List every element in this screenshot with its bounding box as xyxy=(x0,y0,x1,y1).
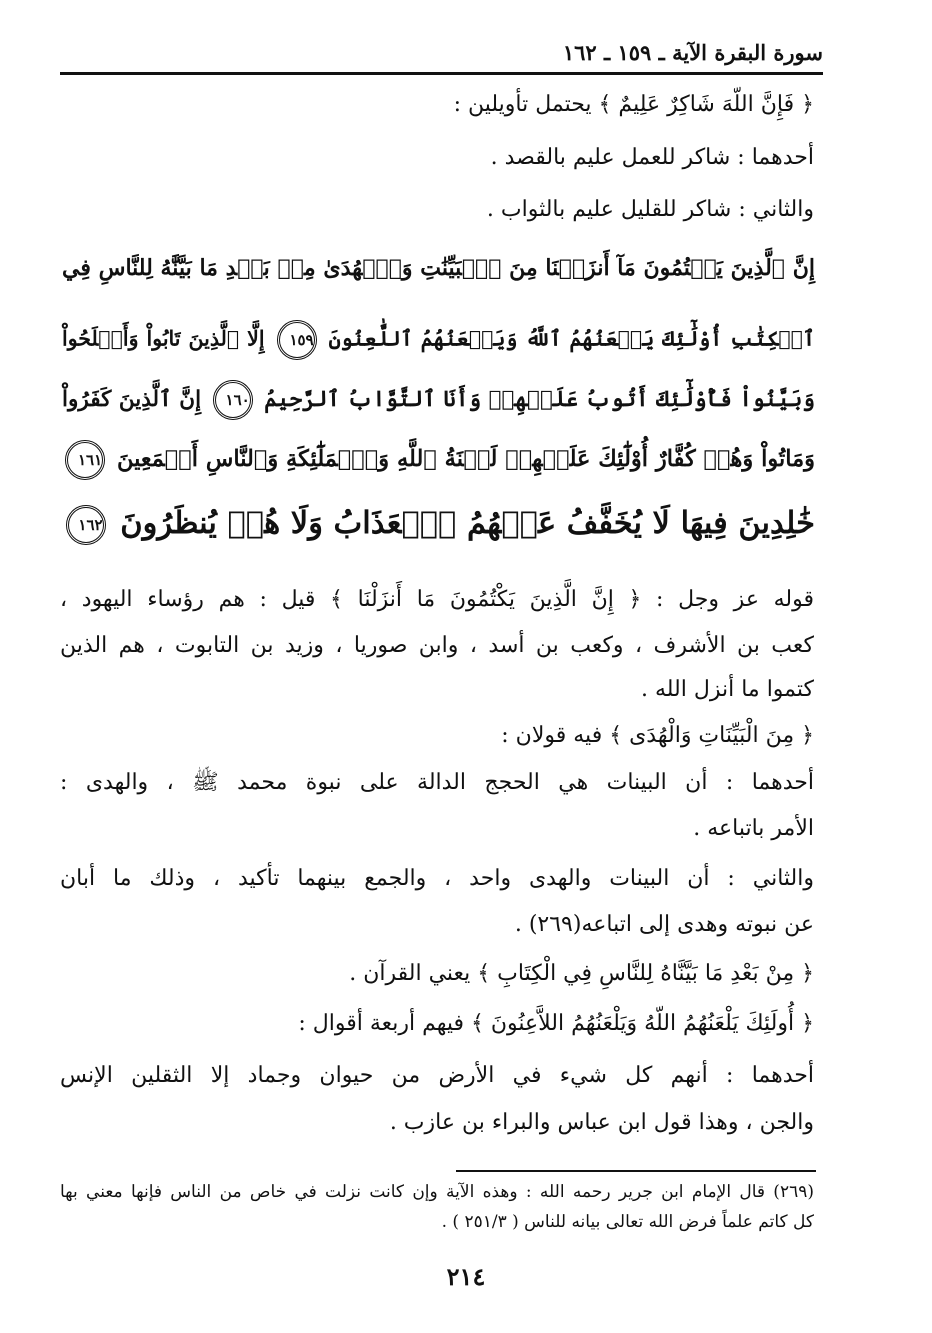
ayah-number-marker: ١٦١ xyxy=(65,440,105,480)
commentary-line-11: أحدهما : أنهم كل شيء في الأرض من حيوان وجماد إلا الثقلين الإنس xyxy=(60,1063,814,1088)
footnote-divider xyxy=(456,1170,816,1172)
intro-line-3: والثاني : شاكر للقليل عليم بالثواب . xyxy=(486,197,814,222)
quran-verse-text: وَمَاتُواْ وَهُمۡ كُفَّارٌ أُوْلَٰٓئِكَ عَلَيۡهِمۡ لَعۡنَةُ ٱللَّهِ وَٱلۡمَلَٰٓئِكَةِ وَٱلنَّاسِ أَجۡمَعِينَ xyxy=(117,446,815,472)
commentary-line-5: أحدهما : أن البينات هي الحجج الدالة على نبوة محمد ﷺ ، والهدى : xyxy=(60,770,814,795)
commentary-line-8: عن نبوته وهدى إلى اتباعه(٢٦٩) . xyxy=(514,912,814,937)
ayah-number-marker: ١٦٠ xyxy=(213,380,253,420)
page-number: ٢١٤ xyxy=(446,1262,486,1291)
commentary-line-3: كتموا ما أنزل الله . xyxy=(640,677,814,702)
commentary-line-6: الأمر باتباعه . xyxy=(693,816,814,841)
page-header xyxy=(60,38,823,75)
running-header-title: سورة البقرة الآية ـ ١٥٩ ـ ١٦٢ xyxy=(562,40,823,65)
commentary-line-2: كعب بن الأشرف ، وكعب بن أسد ، وابن صوريا ، وزيد بن التابوت ، هم الذين xyxy=(60,633,814,658)
ayah-number-marker: ١٦٢ xyxy=(66,505,106,545)
ayah-number-marker: ١٥٩ xyxy=(277,320,317,360)
quran-verse-line-1: إِنَّ ٱلَّذِينَ يَكۡتُمُونَ مَآ أَنزَلۡنَا مِنَ ٱلۡبَيِّنَٰتِ وَٱلۡهُدَىٰ مِنۢ بَعۡدِ مَا بَيَّنَّٰهُ لِلنَّاسِ فِي xyxy=(62,255,815,281)
intro-line-1: ﴿ فَإِنَّ اللّهَ شَاكِرٌ عَلِيمٌ ﴾ يحتمل تأويلين : xyxy=(453,92,814,117)
quran-verse-text: وَبَيَّنُواْ فَأُوْلَٰٓئِكَ أَتُوبُ عَلَيۡهِمۡ وَأَنَا ٱلتَّوَّابُ ٱلرَّحِيمُ xyxy=(264,387,815,412)
footnote-line-1: (٢٦٩) قال الإمام ابن جرير رحمه الله : وهذه الآية وإن كانت نزلت في خاص من الناس فإنها معني بها xyxy=(60,1182,814,1202)
quran-verse-line-4 xyxy=(62,440,815,480)
quran-verse-text: ٱلۡكِتَٰبِ أُوْلَٰٓئِكَ يَلۡعَنُهُمُ ٱللَّهُ وَيَلۡعَنُهُمُ ٱللَّٰعِنُونَ xyxy=(328,326,816,351)
commentary-line-1: قوله عز وجل : ﴿ إِنَّ الَّذِينَ يَكْتُمُونَ مَا أَنزَلْنَا ﴾ قيل : هم رؤساء اليهود ، xyxy=(60,587,814,612)
commentary-line-7: والثاني : أن البينات والهدى واحد ، والجمع بينهما تأكيد ، وذلك ما أبان xyxy=(60,866,814,891)
quran-verse-line-2 xyxy=(62,320,815,360)
commentary-line-12: والجن ، وهذا قول ابن عباس والبراء بن عازب . xyxy=(389,1110,814,1135)
quran-verse-line-3 xyxy=(62,380,815,420)
quran-verse-text: إِنَّ ٱلَّذِينَ كَفَرُواْ xyxy=(62,387,202,412)
quran-verse-text: خَٰلِدِينَ فِيهَا لَا يُخَفَّفُ عَنۡهُمُ ٱلۡعَذَابُ وَلَا هُمۡ يُنظَرُونَ xyxy=(120,505,815,541)
footnote-line-2: كل كاتم علماً فرض الله تعالى بيانه للناس ( ٢٥١/٣ ) . xyxy=(441,1212,814,1232)
quran-verse-text: إِلَّا ٱلَّذِينَ تَابُواْ وَأَصۡلَحُواْ xyxy=(62,326,265,351)
commentary-line-10: ﴿ أُولَئِكَ يَلْعَنُهُمُ اللّهُ وَيَلْعَنُهُمُ اللاَّعِنُونَ ﴾ فيهم أربعة أقوال : xyxy=(298,1011,814,1036)
quran-verse-line-5 xyxy=(62,505,815,545)
commentary-line-4: ﴿ مِنَ الْبَيِّنَاتِ وَالْهُدَى ﴾ فيه قولان : xyxy=(501,723,814,748)
commentary-line-9: ﴿ مِنْ بَعْدِ مَا بَيَّنَّاهُ لِلنَّاسِ فِي الْكِتَابِ ﴾ يعني القرآن . xyxy=(349,961,814,986)
intro-line-2: أحدهما : شاكر للعمل عليم بالقصد . xyxy=(490,145,814,170)
